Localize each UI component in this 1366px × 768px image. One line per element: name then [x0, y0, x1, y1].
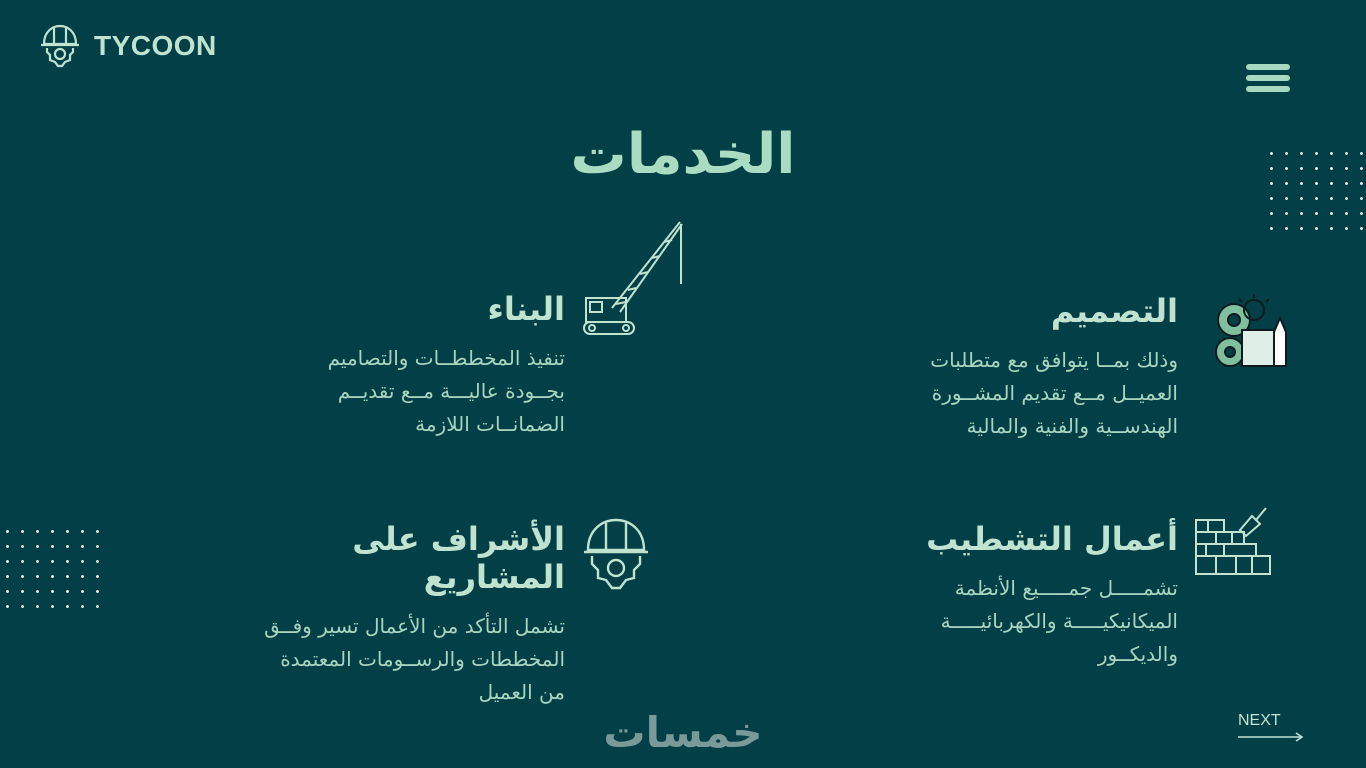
service-finishing-line-2: الميكانيكيـــــة والكهربائيـــــة	[940, 609, 1178, 633]
menu-button[interactable]	[1246, 64, 1290, 96]
service-supervision-title: الأشراف على المشاريع	[352, 520, 565, 596]
service-construction-title: البناء	[487, 290, 565, 328]
brick-wall-trowel-icon	[1194, 504, 1274, 578]
service-design-line-2: العميــل مــع تقديم المشــورة	[931, 381, 1178, 405]
service-supervision	[200, 520, 565, 709]
page-title: الخدمات	[570, 122, 796, 187]
service-design-line-3: الهندســية والفنية والمالية	[966, 414, 1178, 438]
service-construction	[210, 290, 565, 441]
watermark: خمسات	[603, 708, 763, 757]
service-design	[820, 292, 1178, 443]
decorative-dots-left	[0, 524, 100, 620]
decorative-dots-top	[1264, 146, 1364, 242]
service-design-title: التصميم	[1050, 292, 1178, 330]
service-supervision-line-3: من العميل	[478, 680, 565, 704]
brand-logo[interactable]	[38, 22, 217, 70]
service-finishing-line-3: والديكــور	[1097, 642, 1178, 666]
service-supervision-line-1: تشمل التأكد من الأعمال تسير وفــق	[264, 614, 565, 638]
service-construction-line-3: الضمانــات اللازمة	[415, 412, 565, 436]
arrow-right-icon	[1238, 732, 1306, 742]
service-construction-line-1: تنفيذ المخططــات والتصاميم	[327, 346, 565, 370]
next-button[interactable]	[1238, 712, 1308, 742]
service-construction-line-2: بجــودة عاليـــة مــع تقديــم	[337, 379, 565, 403]
helmet-gear-icon	[38, 22, 82, 70]
service-design-line-1: وذلك بمــا يتوافق مع متطلبات	[930, 348, 1178, 372]
service-finishing-line-1: تشمـــــل جمـــــيع الأنظمة	[954, 576, 1178, 600]
brand-name: TYCOON	[94, 30, 217, 61]
helmet-gear-icon	[580, 516, 652, 592]
next-label: NEXT	[1238, 712, 1281, 729]
hamburger-menu-icon	[1246, 64, 1290, 70]
service-supervision-line-2: المخططات والرســومات المعتمدة	[280, 647, 565, 671]
gears-design-icon	[1208, 292, 1292, 374]
service-finishing-title: أعمال التشطيب	[926, 520, 1178, 558]
crane-icon	[582, 218, 686, 340]
service-finishing	[820, 520, 1178, 671]
